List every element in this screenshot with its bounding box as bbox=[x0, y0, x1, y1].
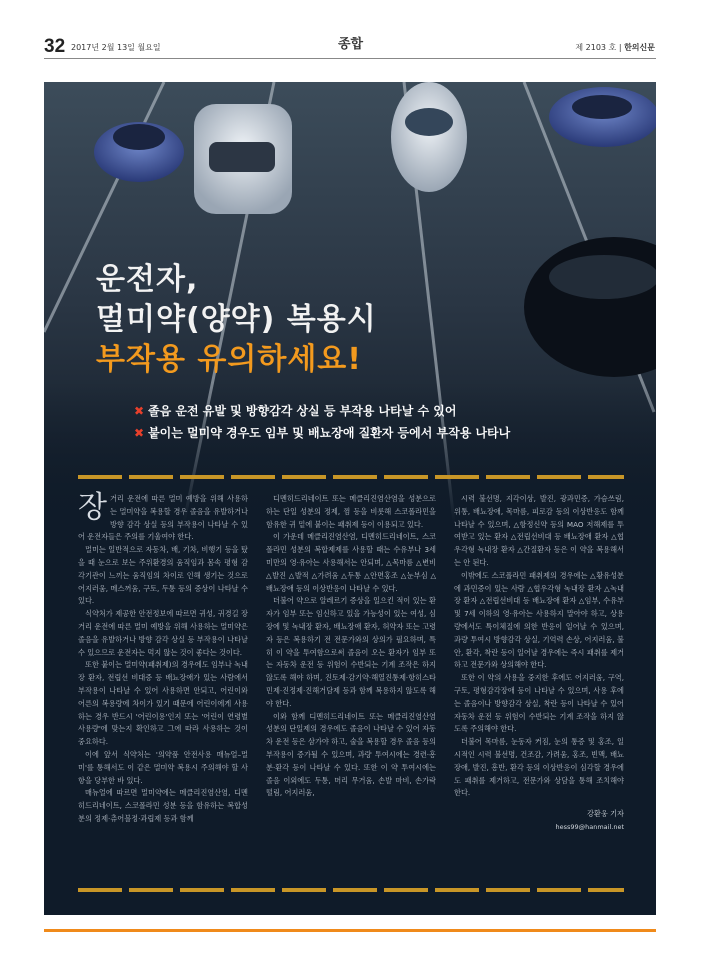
paragraph: 또한 이 약의 사용을 중지한 후에도 어지러움, 구역, 구토, 평형감각장애 등이 나타날 수 있으며, 사용 후에는 졸음이나 방향감각 상실, 착란 등이 나타날 수 있어 자동차 운전 등 위험이 수반되는 기계 조작을 하지 않도록 주의해야 한다. bbox=[454, 673, 624, 734]
headline-line-1: 운전자, bbox=[96, 262, 199, 297]
paragraph: 이에 앞서 식약처는 '의약품 안전사용 매뉴얼–멀미'를 통해서도 이 같은 멀미약 복용시 주의해야 할 사항을 당부한 바 있다. bbox=[78, 749, 248, 785]
article-column-3 bbox=[454, 493, 624, 834]
subheading-text: 붙이는 멀미약 경우도 임부 및 배뇨장애 질환자 등에서 부작용 나타나 bbox=[148, 426, 511, 440]
issue-separator: | bbox=[618, 43, 625, 52]
paragraph: 더불어 약으로 알레르기 증상을 일으킨 적이 있는 환자가 임부 또는 임신하고 있을 가능성이 있는 여성, 심장에 및 녹내장 환자, 배뇨장애 환자, 허약자 또는 고령자 등은 복용하기 전 전문가와의 상의가 필요하며, 특히 이 약을 투여함으로써 졸음이 오는 환자가 임부 또는 자동차 운전 등 위험이 수반되는 기계 조작은 하지 않도록 해야 하며, 진토제·감기약·해열진통제·항히스타민제·진정제·진해거담제 등과 함께 복용하지 않도록 해야 한다. bbox=[266, 596, 436, 708]
footer-rule bbox=[44, 929, 656, 932]
x-mark-icon: ✖ bbox=[134, 404, 145, 418]
article-body bbox=[78, 490, 626, 878]
dashed-divider-top bbox=[78, 475, 624, 479]
issue-date: 2017년 2월 13일 월요일 bbox=[71, 43, 161, 52]
subheadings bbox=[134, 400, 510, 444]
paragraph: 거리 운전에 따른 멀미 예방을 위해 사용하는 멀미약을 복용할 경우 졸음을 유발하거나 방향 감각 상실 등의 부작용이 나타날 수 있어 운전자들은 주의를 기울여야 한다. bbox=[78, 494, 248, 542]
byline: 강환웅 기자 bbox=[586, 809, 624, 819]
car-white-center bbox=[391, 82, 467, 192]
paragraph: 더불어 목마름, 눈동자 커짐, 눈의 통증 및 홍조, 일시적인 시력 불선명, 건조감, 가려움, 홍조, 빈맥, 배뇨장애, 발진, 흥반, 환각 등의 이상반응이 심각할 경우에도 패취를 제거하고, 전문가와 상담을 통해 조치해야 한다. bbox=[454, 737, 624, 798]
paragraph: 또한 붙이는 멀미약(패취제)의 경우에도 임부나 녹내장 환자, 전립선 비대증 등 배뇨장애가 있는 사람에서 부작용이 나타날 수 있어 사용하면 안되고, 어린이와 어른의 복용량에 차이가 있기 때문에 어린이에게 사용하는 경우 반드시 '어린이용'인지 또는 '어린이 연령별 사용량'에 맞는지 확인하고 그에 따라 사용하는 것이 중요하다. bbox=[78, 660, 248, 747]
headline bbox=[96, 260, 377, 380]
drop-cap: 장 bbox=[78, 490, 107, 525]
dashed-divider-bottom bbox=[78, 888, 624, 892]
paragraph: 이와 함께 디멘히드리네이트 또는 메클리진염산염 성분의 단일제의 경우에도 졸음이 나타날 수 있어 자동차 운전 등은 삼가야 하고, 술을 복용할 경우 졸음 등의 부작용이 증가될 수 있으며, 과량 투여시에는 경련·흥분·환각 등이 나타날 수 있다. 또한 이 약 투여시에는 졸음 이외에도 두통, 머리 무거움, 손발 마비, 손가락 떨림, 어지러움, bbox=[266, 711, 436, 798]
page-header bbox=[0, 0, 701, 60]
page-number: 32 bbox=[44, 36, 66, 57]
paragraph: 매뉴얼에 따르면 멀미약에는 메클리진염산염, 디멘히드리네이트, 스코폴라민 성분 등을 함유하는 복합성분의 정제·츄어블정·과립제 등과 함께 bbox=[78, 788, 248, 823]
x-mark-icon: ✖ bbox=[134, 426, 145, 440]
headline-line-3: 부작용 유의하세요! bbox=[96, 342, 362, 377]
issue-number: 제 2103 호 bbox=[575, 43, 617, 52]
paragraph: 멀미는 일반적으로 자동차, 배, 기차, 비행기 등을 탔을 때 눈으로 보는 주위환경의 움직임과 몸속 평형 감각기관이 느끼는 움직임의 차이로 인해 생기는 것으로 어지러움, 메스꺼움, 구토, 두통 등의 증상이 나타날 수 있다. bbox=[78, 545, 248, 606]
article-column-1 bbox=[78, 490, 248, 826]
car-white-van bbox=[194, 104, 292, 214]
car-blue-right bbox=[549, 87, 656, 147]
paragraph: 이 가운데 메클리진염산염, 디멘히드리네이트, 스코폴라민 성분의 복합제제를 사용할 때는 수유부나 3세 미만의 영·유아는 사용해서는 안되며, △목마름 △변비 △발진 △발적 △가려움 △두통 △안면홍조 △눈부심 △배뇨장애 등의 이상반응이 나타날 수 있다. bbox=[266, 532, 436, 593]
paragraph: 식약처가 제공한 안전정보에 따르면 귀성, 귀경길 장거리 운전에 따른 멀미 예방을 위해 사용하는 멀미약은 졸음을 유발하거나 방향 감각 상실 등 부작용이 나타날 수 있으므로 운전자는 먹지 않는 것이 좋다는 것이다. bbox=[78, 609, 248, 657]
article-column-2 bbox=[266, 493, 436, 800]
issue-info bbox=[575, 42, 655, 53]
subheading-1 bbox=[134, 400, 510, 422]
subheading-text: 졸음 운전 유발 및 방향감각 상실 등 부작용 나타날 수 있어 bbox=[148, 404, 457, 418]
paragraph: 이밖에도 스코폴라민 패취제의 경우에는 △황유성분에 과민증이 있는 사람 △협우각형 녹내장 환자 △녹내장 환자 △전립선비대 등 배뇨장애 환자 △임부, 수유부 및 7세 이하의 영·유아는 사용하지 말아야 하고, 상용량에서도 특이체질에 의한 반응이 일어날 수 있으며, 과량 투여시 방향감각 상실, 기억력 손상, 어지러움, 불안, 환각, 착란 등이 일어날 경우에는 즉시 패취를 제거하고 전문가와 상의해야 한다. bbox=[454, 570, 624, 670]
section-title: 종합 bbox=[337, 37, 364, 52]
reporter-email[interactable]: hess99@hanmail.net bbox=[555, 822, 624, 831]
paragraph: 디멘히드리네이트 또는 메클리진염산염을 성분으로 하는 단일 성분의 정제, 껌 등을 비롯해 스코폴라민을 함유한 귀 밑에 붙이는 패취제 등이 이용되고 있다. bbox=[266, 494, 436, 529]
header-rule bbox=[44, 58, 656, 59]
article-panel bbox=[44, 82, 656, 915]
newspaper-name: 한의신문 bbox=[624, 43, 655, 52]
subheading-2 bbox=[134, 422, 510, 444]
car-blue-left bbox=[94, 122, 184, 182]
paragraph: 시력 불선명, 지각이상, 발진, 광과민증, 가슴쓰림, 위통, 배뇨장애, 목마름, 피로감 등의 이상반응도 함께 나타날 수 있으며, △항정신약 등의 MAO 저해제를 투여받고 있는 환자 △전립선비대 등 배뇨장애 환자 △협우각형 녹내장 환자 △간질환자 등은 이 약을 복용해서는 안 된다. bbox=[454, 494, 624, 567]
headline-line-2: 멀미약(양약) 복용시 bbox=[96, 302, 377, 337]
